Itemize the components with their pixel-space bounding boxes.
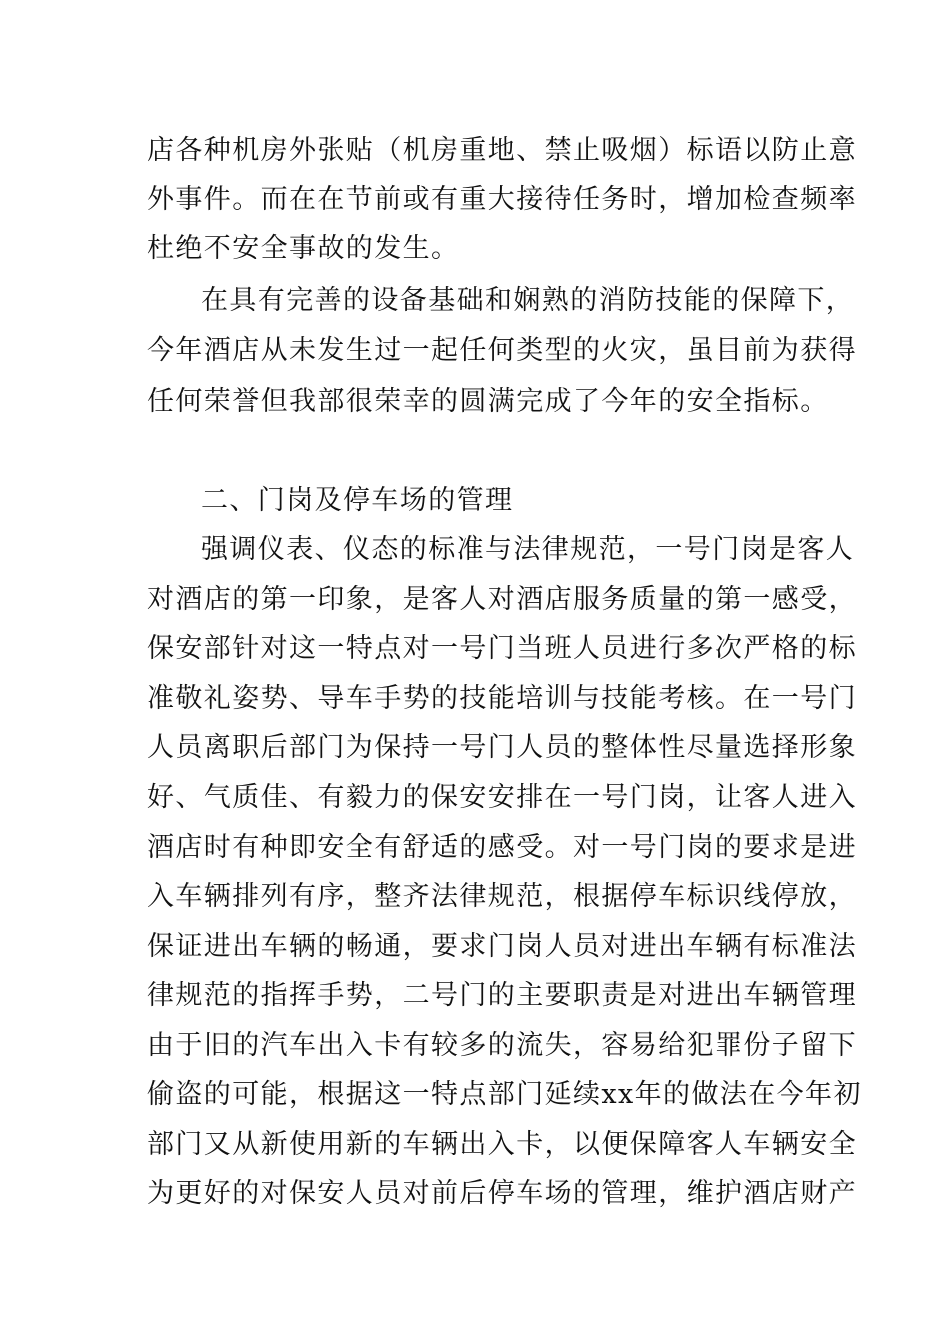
text-line: 强调仪表、仪态的标准与法律规范，一号门岗是客人 — [201, 534, 855, 565]
text-line: 保证进出车辆的畅通，要求门岗人员对进出车辆有标准法 — [147, 931, 857, 962]
text-line: 好、气质佳、有毅力的保安安排在一号门岗，让客人进入 — [147, 782, 857, 813]
text-line: 对酒店的第一印象，是客人对酒店服务质量的第一感受， — [147, 584, 857, 615]
text-line: 酒店时有种即安全有舒适的感受。对一号门岗的要求是进 — [147, 832, 857, 863]
text-line: 杜绝不安全事故的发生。 — [147, 233, 460, 264]
text-line: 保安部针对这一特点对一号门当班人员进行多次严格的标 — [147, 633, 857, 664]
text-line: 任何荣誉但我部很荣幸的圆满完成了今年的安全指标。 — [147, 386, 829, 417]
text-line: 偷盗的可能，根据这一特点部门延续xx年的做法在今年初 — [147, 1079, 862, 1110]
text-line: 由于旧的汽车出入卡有较多的流失，容易给犯罪份子留下 — [147, 1030, 857, 1061]
text-line: 今年酒店从未发生过一起任何类型的火灾，虽目前为获得 — [147, 335, 857, 366]
section-heading: 二、门岗及停车场的管理 — [201, 485, 514, 516]
text-line: 律规范的指挥手势，二号门的主要职责是对进出车辆管理 — [147, 980, 857, 1011]
text-line: 人员离职后部门为保持一号门人员的整体性尽量选择形象 — [147, 732, 857, 763]
text-line: 准敬礼姿势、导车手势的技能培训与技能考核。在一号门 — [147, 683, 857, 714]
text-line: 店各种机房外张贴（机房重地、禁止吸烟）标语以防止意 — [147, 135, 857, 166]
text-line: 入车辆排列有序，整齐法律规范，根据停车标识线停放， — [147, 881, 857, 912]
text-line: 外事件。而在在节前或有重大接待任务时，增加检查频率 — [147, 184, 857, 215]
text-line: 在具有完善的设备基础和娴熟的消防技能的保障下， — [201, 285, 855, 316]
text-line: 部门又从新使用新的车辆出入卡，以便保障客人车辆安全 — [147, 1129, 857, 1160]
text-line: 为更好的对保安人员对前后停车场的管理，维护酒店财产 — [147, 1178, 857, 1209]
